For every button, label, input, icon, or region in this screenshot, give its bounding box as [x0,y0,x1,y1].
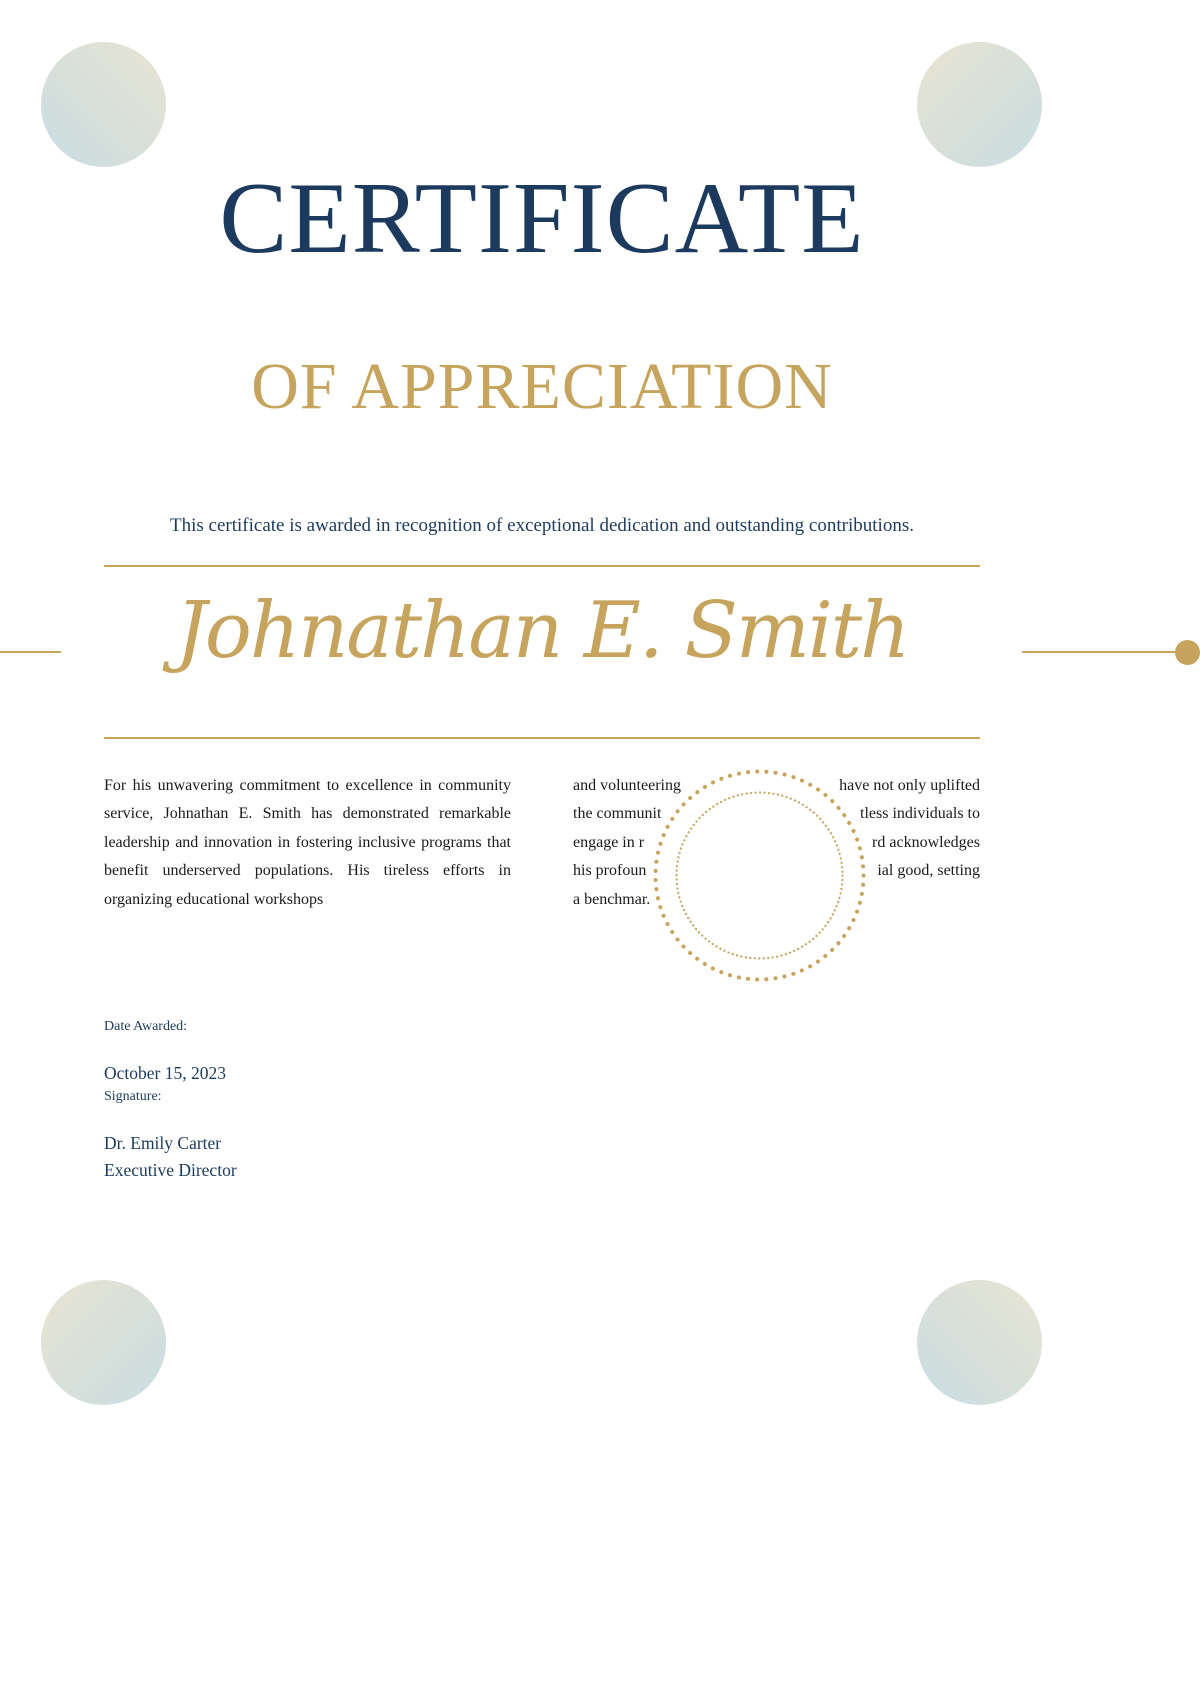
intro-text: This certificate is awarded in recognition of exceptional dedication and outstanding contributions. [170,515,914,536]
body-line-left: his profoun [573,862,647,880]
signer-title: Executive Director [104,1160,237,1180]
body-line-right: rd acknowledges [872,833,980,851]
body-line-left: a benchmar. [573,890,651,908]
corner-circle-bottom-left [41,1280,166,1405]
certificate-title: CERTIFICATE [219,162,865,275]
date-awarded-value: October 15, 2023 [104,1063,226,1083]
corner-circle-top-left [41,42,166,167]
signer-name: Dr. Emily Carter [104,1133,222,1153]
seal-icon [652,768,867,983]
recipient-name: Johnathan E. Smith [175,586,909,676]
divider-bottom [104,737,980,739]
body-text-left: For his unwavering commitment to excellence in community service, Johnathan E. Smith has demonstrated remarkable leadership and innovation in fostering inclusive programs that benefit underserved populations. His tireless efforts in organizing educational workshops [104,777,511,908]
signature-label: Signature: [104,1089,162,1104]
body-line-left: engage in r [573,833,645,851]
body-line-right: have not only uplifted [839,777,980,794]
date-awarded-label: Date Awarded: [104,1019,188,1034]
side-line-right [1022,651,1186,653]
side-line-left [0,651,61,653]
corner-circle-top-right [917,42,1042,167]
divider-top [104,565,980,567]
body-line-right: ial good, setting [877,862,980,880]
certificate-subtitle: OF APPRECIATION [251,350,833,423]
side-dot-icon [1175,640,1200,665]
body-line-left: the communit [573,805,662,823]
body-line-left: and volunteering [573,777,681,794]
body-line-right: tless individuals to [860,805,980,823]
corner-circle-bottom-right [917,1280,1042,1405]
